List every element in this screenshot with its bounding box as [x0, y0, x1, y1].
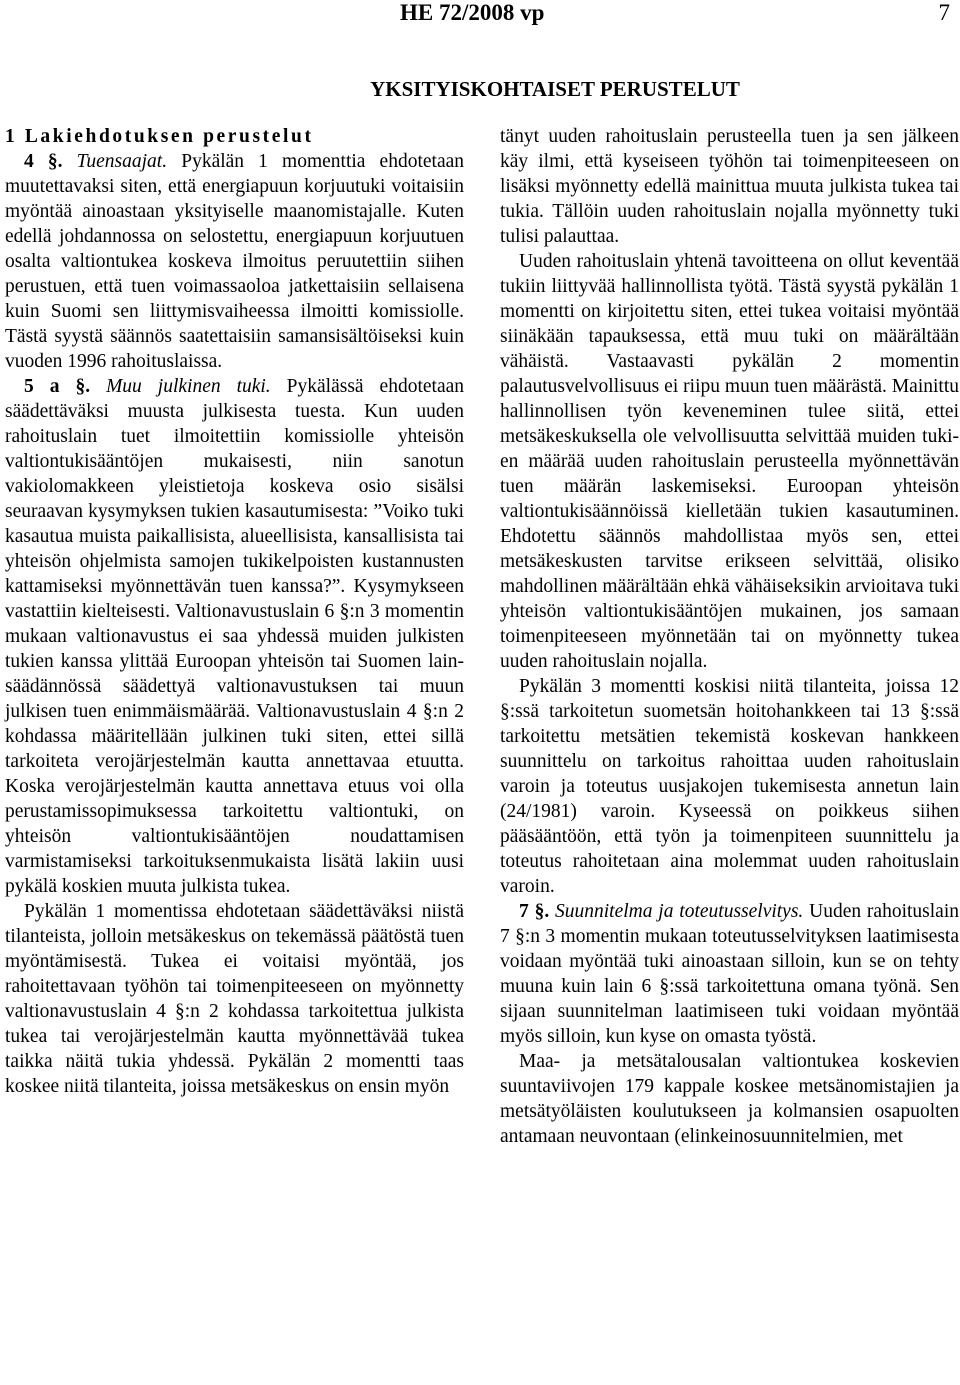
paragraph-text: Pykälässä ehdotetaan säädettäväksi muusta julkisesta tuesta. Kun uuden rahoituslain tuet ilmoitettiin komissiolle yhteisön valtiontukisääntöjen mukaisesti, niin sanotun vakiolomakkeen yleistietoja koskeva osio sisälsi seuraavan kysymyksen tukien kasautumisesta: ”Voiko tuki kasautua muista paikallisista, alueellisista, kansallisista tai yhteisön ohjelmista samojen tukikelpoisten kustannusten kattamiseksi myönnettävän tuen kanssa?”. Kysymykseen vastattiin kielteisesti. Valtionavustuslain 6 §:n 3 momentin mukaan valtionavustus ei saa yhdessä muiden julkisten tukien kanssa ylittää Euroopan yhteisön tai Suomen lainsäädännössä säädettyä valtionavustuksen tai muun julkisen tuen enimmäismäärää. Valtionavustuslain 4 §:n 2 kohdassa määritellään julkinen tuki siten, ettei sillä tarkoiteta verojärjestelmän kautta annettavaa etuutta. Koska verojärjestelmän kautta annettava etuus voi olla perustamissopimuksessa tarkoitettu valtiontuki, on yhteisön valtiontukisääntöjen noudattamisen varmistamiseksi tarkoituksenmukaista lisätä lakiin uusi pykälä koskien muuta julkista tukea.	[5, 376, 465, 897]
section-number: 4 §.	[24, 151, 63, 172]
right-column	[500, 124, 959, 1149]
paragraph-7-suunnitelma	[500, 899, 959, 1049]
paragraph-text: Pykälän 1 momenttia ehdotetaan muutettavaksi siten, että energiapuun korjuutuki voitaisiin myöntää ainoastaan yksityiselle maanomistajalle. Kuten edellä johdannossa on selostettu, energiapuun korjuutuen osalta valtiontukea koskeva ilmoitus peruutettiin siihen perustuen, että tuen voimassaoloa jatkettaisiin sellaisena kuin Suomi sen liittymisvaiheessa ilmoitti komissiolle. Tästä syystä säännös saatettaisiin samansisältöiseksi kuin vuoden 1996 rahoituslaissa.	[5, 151, 465, 372]
header-page-number: 7	[938, 0, 950, 25]
section-heading: Tuensaajat.	[76, 151, 168, 172]
paragraph-4-tuensaajat	[5, 149, 464, 374]
section-title: YKSITYISKOHTAISET PERUSTELUT	[370, 77, 740, 101]
paragraph-5a-muu-julkinen-tuki	[5, 374, 464, 899]
paragraph-continuation: tänyt uuden rahoituslain perusteella tuen ja sen jälkeen käy ilmi, että kyseiseen työhön tai toimenpiteeseen on lisäksi myönnetty edellä mainittua muuta julkista tukea tai tukia. Tällöin uuden rahoituslain nojalla myönnetty tuki tulisi palauttaa.	[500, 126, 959, 247]
section-heading: Muu julkinen tuki.	[106, 376, 271, 397]
subheading: 1 Lakiehdotuksen perustelut	[5, 126, 314, 147]
left-column	[5, 124, 464, 1099]
paragraph-suuntaviivat: Maa- ja metsätalousalan valtiontukea koskevien suuntaviivojen 179 kappale koskee metsänomistajien ja metsätyöläisten koulutukseen ja kolmansien osapuolten antamaan neuvontaan (elinkeinosuunnitelmien, met	[500, 1051, 959, 1147]
section-number: 7 §.	[519, 901, 550, 922]
header-document-id: HE 72/2008 vp	[400, 0, 545, 25]
paragraph-moment-1: Pykälän 1 momentissa ehdotetaan säädettäväksi niistä tilanteista, jolloin metsäkeskus on tekemässä päätöstä tuen myöntämisestä. Tukea ei voitaisi myöntää, jos rahoitettavaan työhön tai toimenpiteeseen on myönnetty valtionavustuslain 4 §:n 2 kohdassa tarkoitettua julkista tukea tai verojärjestelmän kautta myönnettävää tukea taikka näitä tukia yhdessä. Pykälän 2 momentti taas koskee niitä tilanteita, joissa metsäkeskus on ensin myön	[5, 901, 464, 1097]
paragraph-moment-3: Pykälän 3 momentti koskisi niitä tilanteita, joissa 12 §:ssä tarkoitetun suometsän hoitohankkeen tai 13 §:ssä tarkoitettu metsätien tekemistä koskevan hankkeen suunnittelu on tarkoitus rahoittaa uuden rahoituslain varoin ja toteutus uusjakojen tukemisesta annetun lain (24/1981) varoin. Kyseessä on poikkeus siihen pääsääntöön, että työn ja toimenpiteen suunnittelu ja toteutus rahoitetaan aina molemmat uuden rahoituslain varoin.	[500, 676, 959, 897]
paragraph-text: Uuden rahoituslain 7 §:n 3 momentin mukaan toteutusselvityksen laatimisesta voidaan myöntää tuki ainoastaan silloin, kun se on tehty muuna kuin lain 6 §:ssä tarkoitettuna omana työnä. Sen sijaan suunnitelman laatimiseen tuki voidaan myöntää myös silloin, kun kyse on omasta työstä.	[500, 901, 959, 1047]
paragraph-tavoite: Uuden rahoituslain yhtenä tavoitteena on ollut keventää tukiin liittyvää hallinnollista työtä. Tästä syystä pykälän 1 momentti on kirjoitettu siten, ettei tukea voitaisi myöntää siinäkään tapauksessa, että muu tuki on määrältään vähäistä. Vastaavasti pykälän 2 momentin palautusvelvollisuus ei riipu muun tuen määrästä. Mainittu hallinnollisen työn keveneminen tulee siitä, ettei metsäkeskuksella ole velvollisuutta selvittää muiden tukien määrää uuden rahoituslain perusteella myönnettävän tuen määrän laskemiseksi. Euroopan yhteisön valtiontukisäännöissä kielletään tukien kasautuminen. Ehdotettu säännös mahdollistaa myös sen, ettei metsäkeskusten tarvitse erikseen selvittää, olisiko mahdollinen määrältään ehkä vähäiseksikin arvioitava tuki yhteisön valtiontukisääntöjen mukainen, jos samaan toimenpiteeseen myönnetään tai on myönnetty tukea uuden rahoituslain nojalla.	[500, 251, 959, 672]
section-number: 5 a §.	[24, 376, 91, 397]
section-heading: Suunnitelma ja toteutusselvitys.	[555, 901, 804, 922]
